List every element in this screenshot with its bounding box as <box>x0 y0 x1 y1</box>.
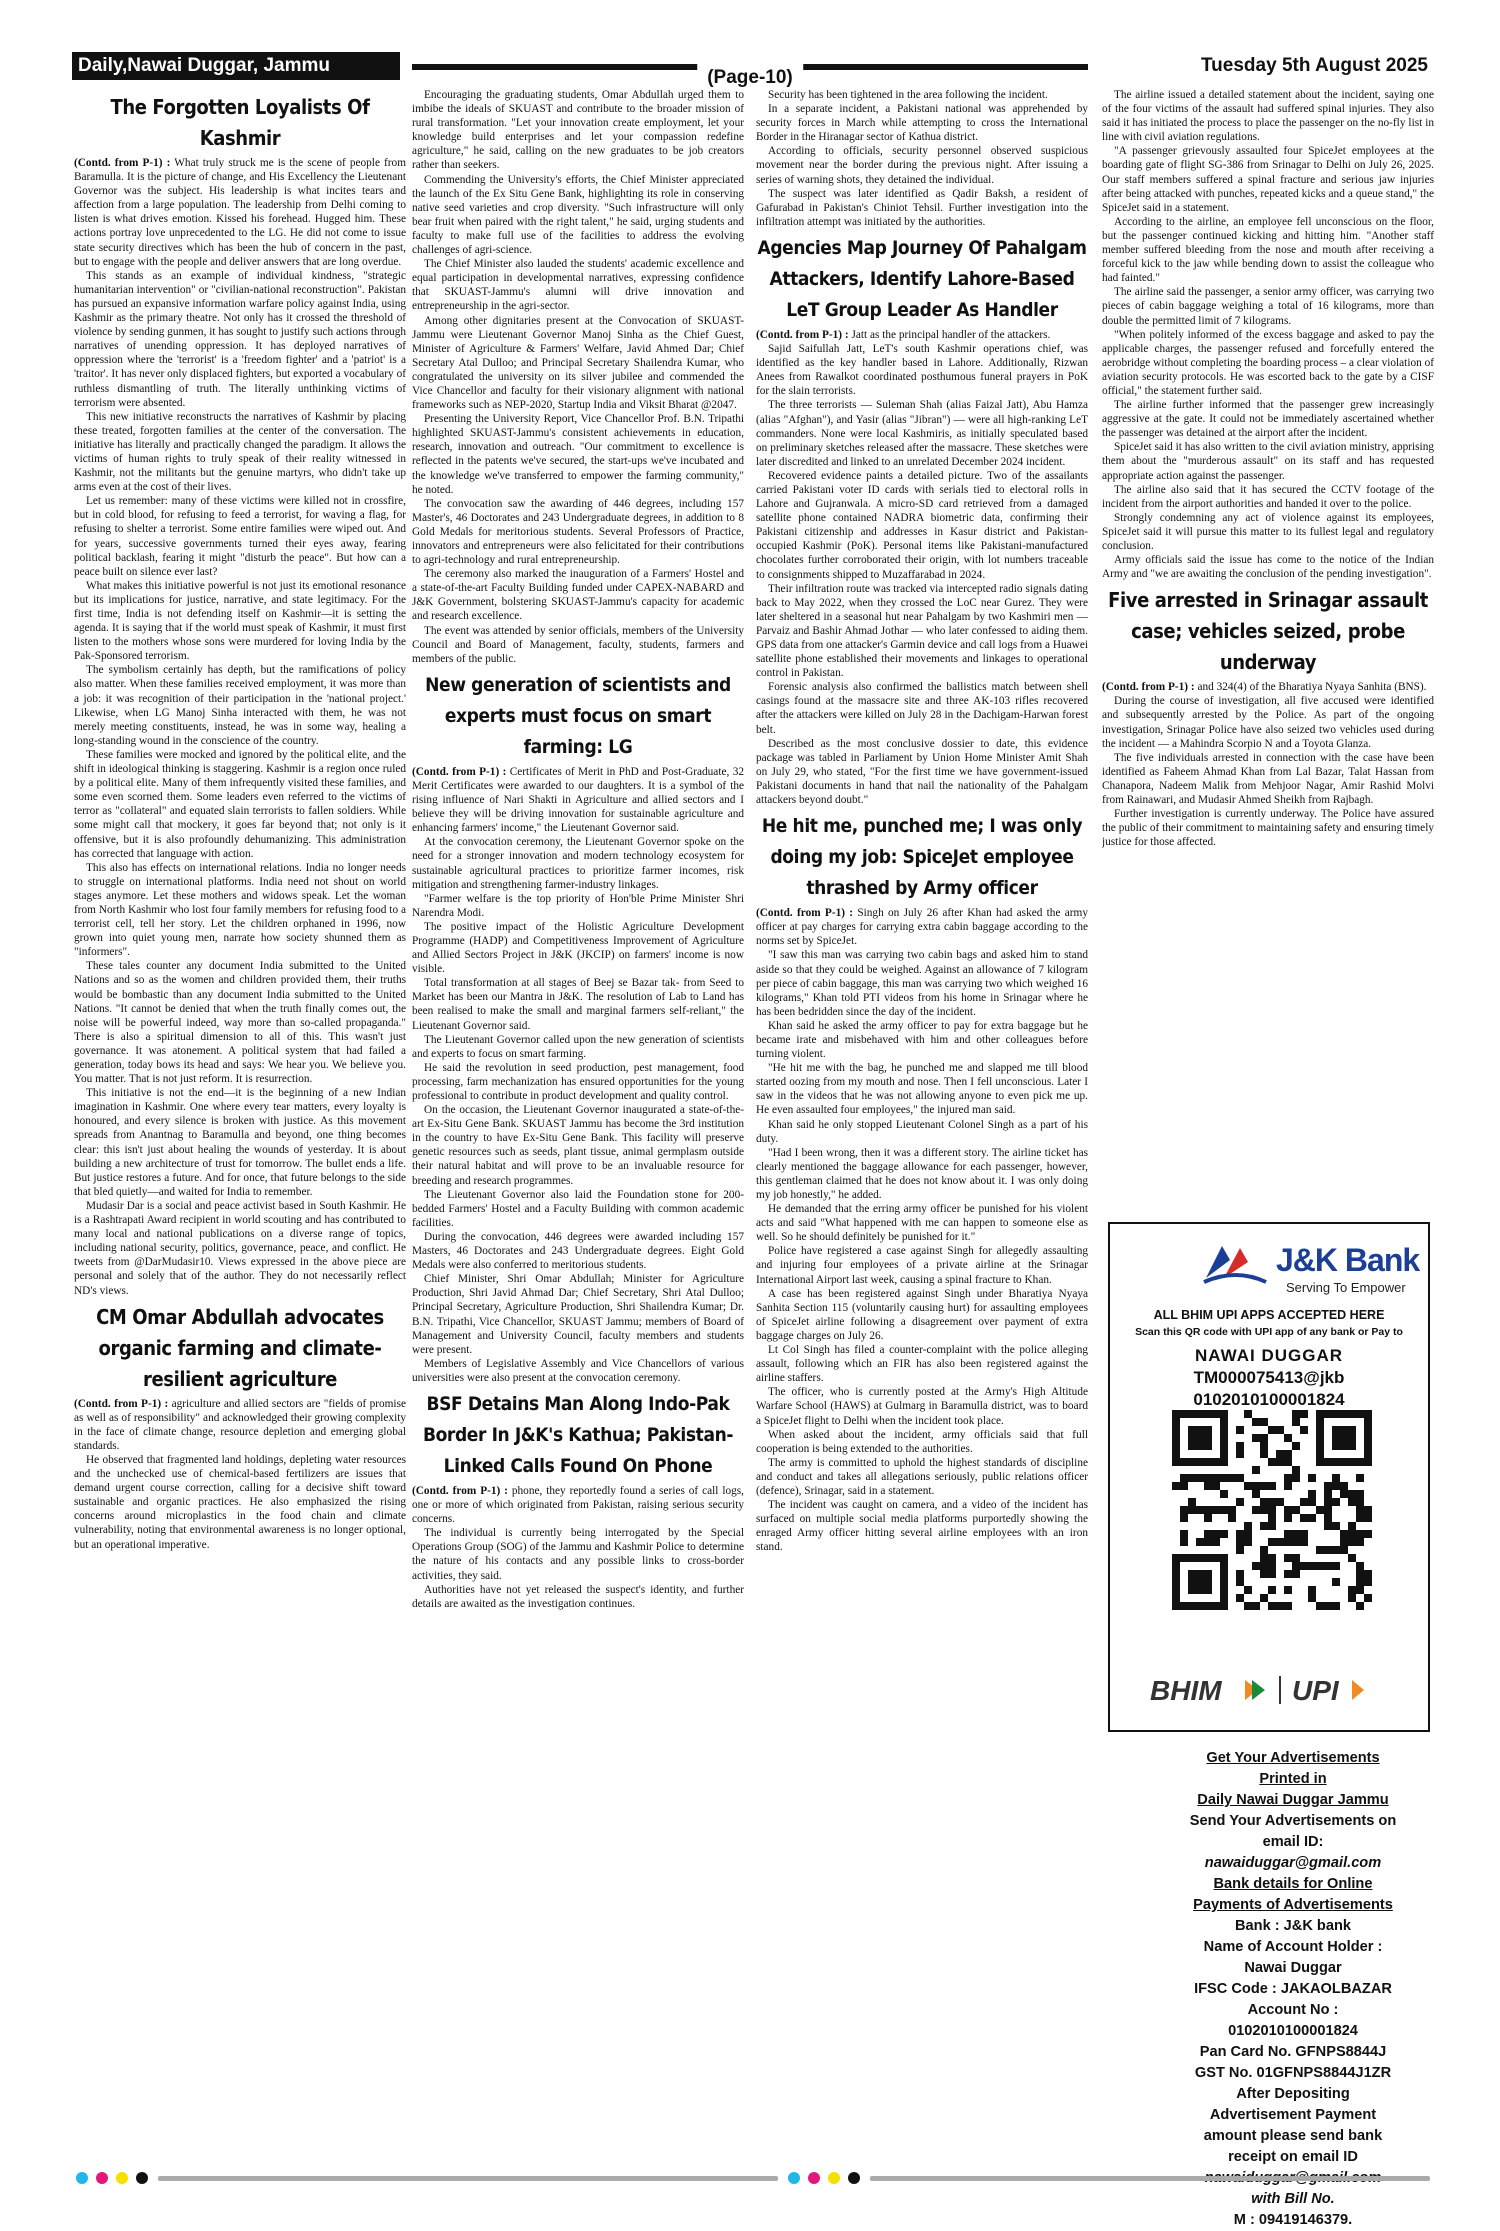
print-registration-footer <box>72 2172 1428 2186</box>
paragraph: In a separate incident, a Pakistani national was apprehended by security forces in March while attempting to cross the International Border in the Hiranagar sector of Kathua district. <box>756 103 1088 144</box>
adv-line: with Bill No. <box>1251 2191 1335 2207</box>
adv-line: Bank : J&K bank <box>1235 1918 1351 1934</box>
paragraph: He demanded that the erring army officer be punished for his violent acts and said "What happened with me can happen to someone else as well. So he should definitely be punished for it." <box>756 1203 1088 1244</box>
paragraph: The airline issued a detailed statement about the incident, saying one of the four victims of the assault had suffered spinal injuries. They also said it has initiated the process to place the passenger on the no-fly list in line with civil aviation regulations. <box>1102 89 1434 144</box>
headline-forgotten-loyalists: The Forgotten Loyalists Of Kashmir <box>110 95 370 150</box>
paragraph: The positive impact of the Holistic Agriculture Development Programme (HADP) and Competitiveness Improvement of Agriculture and Allied Sectors Project in J&K (JKCIP) on farmers' income is now visible. <box>412 920 744 976</box>
adv-line: 0102010100001824 <box>1228 2023 1358 2039</box>
paper-name: Daily,Nawai Duggar, Jammu <box>72 52 400 80</box>
issue-date: Tuesday 5th August 2025 <box>1200 55 1428 76</box>
qr-code-icon <box>1172 1410 1372 1610</box>
jk-bank-logo-icon <box>1200 1238 1270 1290</box>
paragraph: According to the airline, an employee fell unconscious on the floor, but the passenger continued kicking and hitting him. "Another staff member suffered bleeding from the nose and mouth after receiving a forceful kick to the jaw while bending down to assist the colleague who had fainted." <box>1102 215 1434 285</box>
paragraph: Encouraging the graduating students, Omar Abdullah urged them to imbibe the ideals of SKUAST and contribute to the broader mission of rural transformation. "Let your innovation create employment, let your knowledge build enterprises and let your compassion redefine agriculture," he said, calling on the new graduates to be job creators rather than seekers. <box>412 89 744 172</box>
article-body <box>1102 88 1434 581</box>
article-body <box>756 906 1088 1554</box>
paragraph: Mudasir Dar is a social and peace activist based in South Kashmir. He is a Rashtrapati Award recipient in world scouting and has contributed to many local and national publications on a diverse range of topics, including national security, politics, governance, peace, and conflict. He tweets from @DarMudasir10. Views expressed in the above piece are personal and solely that of the author. They do not necessarily reflect ND's views. <box>74 1199 406 1297</box>
article-body <box>1102 680 1434 849</box>
paragraph: This also has effects on international relations. India no longer needs to struggle on international platforms. India need not shout on world stages anymore. Let these mothers and widows speak. Let the woman from North Kashmir who lost four family members for refusing food to a terrorist cell, tell her story. Let the children orphaned in 1996, now grown into quiet young men, narrate how society shunned them as "informers". <box>74 861 406 959</box>
magenta-dot <box>96 2172 108 2184</box>
magenta-dot <box>808 2172 820 2184</box>
paragraph: (Contd. from P-1) : Jatt as the principal handler of the attackers. <box>756 328 1051 341</box>
paragraph: During the convocation, 446 degrees were awarded including 157 Masters, 46 Doctorates and 243 Undergraduate degrees. Eight Gold Medals were also conferred to meritorious students. <box>412 1230 744 1272</box>
adv-line: After Depositing <box>1236 2086 1350 2102</box>
scan-instructions: Scan this QR code with UPI app of any bank or Pay to <box>1135 1326 1403 1338</box>
advertisement-details <box>1148 1748 1438 2231</box>
bank-tagline: Serving To Empower <box>1286 1280 1406 1295</box>
adv-line: Name of Account Holder : <box>1203 1939 1383 1955</box>
paragraph: Authorities have not yet released the suspect's identity, and further details are awaited as the investigation continues. <box>412 1583 744 1610</box>
paragraph: The ceremony also marked the inauguration of a Farmers' Hostel and a state-of-the-art Faculty Building funded under CAPEX-NABARD and J&K Government, bolstering SKUAST-Jammu's capacity for academic and research excellence. <box>412 568 744 623</box>
headline-bsf-detains-man: BSF Detains Man Along Indo-Pak Border In J&K's Kathua; Pakistan-Linked Calls Found On Phone <box>422 1392 734 1477</box>
paragraph: Members of Legislative Assembly and Vice Chancellors of various universities were also present at the convocation ceremony. <box>412 1357 744 1384</box>
adv-line: receipt on email ID <box>1228 2149 1358 2165</box>
paragraph: What makes this initiative powerful is not just its emotional resonance but its implications for justice, narrative, and state legitimacy. For the first time, India is not defending itself on Kashmir—it is setting the agenda. It is saying that if the world must speak of Kashmir, it must first listen to the mothers whose sons were murdered for loving India by the Pak-Sponsored terrorism. <box>74 579 406 663</box>
adv-line: Send Your Advertisements on <box>1189 1813 1397 1829</box>
adv-line: Daily Nawai Duggar Jammu <box>1197 1792 1389 1808</box>
bhim-text: BHIM <box>1150 1675 1222 1706</box>
article-body <box>74 156 406 1298</box>
upi-id: TM000075413@jkb <box>1193 1368 1345 1387</box>
column-2 <box>412 88 744 2168</box>
adv-line: Get Your Advertisements <box>1206 1750 1380 1766</box>
paragraph: The army is committed to uphold the highest standards of discipline and conduct and takes all allegations seriously, public relations officer (defence), Srinagar, said in a statement. <box>756 1456 1088 1497</box>
adv-line: Nawai Duggar <box>1244 1960 1342 1976</box>
paragraph: When asked about the incident, army officials said that full cooperation is being extended to the authorities. <box>756 1428 1088 1455</box>
cyan-dot <box>788 2172 800 2184</box>
paragraph: Described as the most conclusive dossier to date, this evidence package was tabled in Parliament by Union Home Minister Amit Shah on July 29, who stated, "For the first time we have government-issued Pakistani documents in hand that nail the nationality of the Pahalgam attackers beyond doubt." <box>756 737 1088 807</box>
paragraph: The symbolism certainly has depth, but the ramifications of policy also matter. When these families received employment, it was more than a job: it was recognition of their participation in the 'national project.' Likewise, when LG Manoj Sinha interacted with them, he was not merely meeting constituents, instead, he was in some way, healing a long-standing wound in the conscience of the country. <box>74 664 406 747</box>
yellow-dot <box>116 2172 128 2184</box>
paragraph: The airline also said that it has secured the CCTV footage of the incident from the airport authorities and handed it over to the police. <box>1102 483 1434 510</box>
paragraph: Khan said he only stopped Lieutenant Colonel Singh as a part of his duty. <box>756 1118 1088 1145</box>
article-body <box>756 328 1088 807</box>
paragraph: (Contd. from P-1) : agriculture and allied sectors are "fields of promise as well as of responsibility" and acknowledged their growing complexity in the face of climate change, resource depletion and emerging global standards. <box>74 1397 406 1452</box>
paragraph: Commending the University's efforts, the Chief Minister appreciated the launch of the Ex Situ Gene Bank, highlighting its role in conserving native seed varieties and crop diversity. "Such infrastructure will only bear fruit when paired with the right talent," he said, urging students and faculty to make full use of the facilities to address the evolving challenges of agri-science. <box>412 173 744 257</box>
paragraph: (Contd. from P-1) : What truly struck me is the scene of people from Baramulla. It is the picture of change, and His Excellency the Lieutenant Governor was the subject. His leadership is what incites tears and affection from a large population. The leadership from Delhi coming to listen is what drives emotion. Kissed his forehead. Hugged him. These actions portray love unprecedented to the LG. He did not come to issue state security directives which has been the hub of concern in the past, but to engage with the people and deliver answers that are long overdue. <box>74 157 406 268</box>
payee-name: NAWAI DUGGAR <box>1195 1346 1343 1365</box>
registration-bar <box>158 2176 778 2181</box>
paragraph: He observed that fragmented land holdings, depleting water resources and the unchecked use of chemical-based fertilizers are issues that demand urgent course correction, calling for a decisive shift toward sustainable and organic practices. He also emphasized the rising concerns around microplastics in the food chain and climate vulnerability, noting that environmental awareness is no longer optional, but an operational imperative. <box>74 1453 406 1551</box>
headline-spicejet-employee: He hit me, punched me; I was only doing my job: SpiceJet employee thrashed by Army officer <box>761 815 1083 900</box>
paragraph: "Farmer welfare is the top priority of Hon'ble Prime Minister Shri Narendra Modi. <box>412 892 744 919</box>
paragraph: Security has been tightened in the area following the incident. <box>768 89 1048 101</box>
upi-accepted-text: ALL BHIM UPI APPS ACCEPTED HERE <box>1153 1308 1385 1322</box>
bank-name: J&K Bank <box>1276 1242 1420 1278</box>
article-body <box>412 765 744 1385</box>
paragraph: The officer, who is currently posted at the Army's High Altitude Warfare School (HAWS) at Gulmarg in Baramulla district, was to board a SpiceJet flight to Delhi when the incident took place. <box>756 1386 1088 1427</box>
masthead-rule <box>412 64 1088 88</box>
headline-cm-omar-organic-farming: CM Omar Abdullah advocates organic farming and climate-resilient agriculture <box>96 1304 384 1391</box>
paragraph: This new initiative reconstructs the narratives of Kashmir by placing these treated, forgotten families at the center of the conversation. The initiative has literally and practically changed the paradigm. It allows the victims of human rights to truly speak of their reality witnessed in Kashmir, not the militants but the genuine martyrs, who didn't take up arms even at the cost of their lives. <box>74 410 406 494</box>
page-number: (Page-10) <box>697 64 803 92</box>
paragraph: At the convocation ceremony, the Lieutenant Governor spoke on the need for a stronger innovation and modern technology ecosystem for sustainable agricultural practices to prioritize farmer incomes, risk mitigation and strengthening farmer-industry linkages. <box>412 836 744 891</box>
paragraph: The individual is currently being interrogated by the Special Operations Group (SOG) of the Jammu and Kashmir Police to determine the nature of his contacts and any possible links to cross-border activities, they said. <box>412 1527 744 1582</box>
paragraph: Army officials said the issue has come to the notice of the Indian Army and "we are awaiting the conclusion of the pending investigation". <box>1102 554 1434 581</box>
paragraph: Chief Minister, Shri Omar Abdullah; Minister for Agriculture Production, Shri Javid Ahmad Dar; Chief Secretary, Shri Atal Dulloo; Principal Secretary, Agriculture Production, Shri Shailendra Kumar; Dr. B.N. Tripathi, Vice Chancellor, SKUAST Jammu; members of Board of Management and University Council, faculty members and students were present. <box>412 1273 744 1356</box>
adv-line: Payments of Advertisements <box>1193 1897 1393 1913</box>
paragraph: The airline said the passenger, a senior army officer, was carrying two pieces of cabin baggage weighing a total of 16 kilograms, more than double the permitted limit of 7 kilograms. <box>1102 286 1434 327</box>
paragraph: Strongly condemning any act of violence against its employees, SpiceJet said it will pursue this matter to its fullest legal and regulatory conclusion. <box>1102 511 1434 552</box>
headline-five-arrested-srinagar: Five arrested in Srinagar assault case; vehicles seized, probe underway <box>1108 588 1428 675</box>
paragraph: During the course of investigation, all five accused were identified and subsequently arrested by the Police. As part of the ongoing investigation, Srinagar Police have also seized two vehicles used during the incident — a Mahindra Scorpio N and a Toyota Glanza. <box>1102 695 1434 750</box>
paragraph: According to officials, security personnel observed suspicious movement near the border during the previous night. After issuing a series of warning shots, they detained the individual. <box>756 145 1088 186</box>
paragraph: The incident was caught on camera, and a video of the incident has surfaced on multiple social media platforms purportedly showing the enraged Army officer hitting several airline employees with an iron stand. <box>756 1499 1088 1554</box>
upi-text: UPI <box>1292 1675 1339 1706</box>
paragraph: Forensic analysis also confirmed the ballistics match between shell casings found at the massacre site and three AK-103 rifles recovered after the attackers were killed on July 28 in the Dachigam-Harwan forest belt. <box>756 681 1088 736</box>
paragraph: Recovered evidence paints a detailed picture. Two of the assailants carried Pakistani voter ID cards with serials tied to electoral rolls in Lahore and Gujranwala. A micro-SD card retrieved from a damaged satellite phone contained NADRA biometric data, confirming their Pakistani citizenship and addresses in Kasur district and Pakistan-occupied Kashmir (PoK). Personal items like Pakistani-manufactured chocolates further corroborated their origin, with lot numbers traceable to consignments shipped to Muzaffarabad in 2024. <box>756 469 1088 581</box>
paragraph: (Contd. from P-1) : Certificates of Merit in PhD and Post-Graduate, 32 Merit Certificates were awarded to our daughters. It is a symbol of the rising influence of Nari Shakti in Agriculture and allied sectors and I believe they will be driving innovation for sustainable agriculture and enhancing farmers' income," the Lieutenant Governor said. <box>412 765 744 835</box>
paragraph: These families were mocked and ignored by the political elite, and the shift in ideological thinking is staggering. Kashmir is a region once ruled by a political elite. Many of them infrequently visited these families, and some even scorned them. Some leaders even referred to the victims of terror as "collateral" and equated slain terrorists to fallen soldiers. While some might call that mockery, it goes far beyond that; not only is it offensive, but it is also profoundly dehumanizing. This administration has corrected that language with action. <box>74 748 406 860</box>
paragraph: Police have registered a case against Singh for allegedly assaulting and injuring four employees of a private airline at the Srinagar International Airport last week, causing a spinal fracture to Khan. <box>756 1245 1088 1286</box>
registration-bar <box>870 2176 1430 2181</box>
jk-bank-advertisement <box>1108 1222 1430 1732</box>
article-body <box>756 88 1088 229</box>
paragraph: Let us remember: many of these victims were killed not in crossfire, but in cold blood, for refusing to feed a terrorist, for waving a flag, for refusing to shelter a terrorist. Some entire families were wiped out. And for years, successive governments turned their eyes away, fearing political backlash, fearing it might "disturb the peace". But how can a peace built on silence ever last? <box>74 495 406 578</box>
paragraph: (Contd. from P-1) : and 324(4) of the Bharatiya Nyaya Sanhita (BNS). <box>1102 681 1427 694</box>
adv-line: Bank details for Online <box>1213 1876 1373 1892</box>
column-3 <box>756 88 1088 2168</box>
paragraph: The suspect was later identified as Qadir Baksh, a resident of Gafurabad in Pakistan's Chiniot Tehsil. Further investigation into the infiltration attempt was initiated by the authorities. <box>756 187 1088 228</box>
adv-line: Advertisement Payment <box>1209 2107 1377 2123</box>
paragraph: The five individuals arrested in connection with the case have been identified as Faheem Ahmad Khan from Lal Bazar, Talat Hassan from Chanapora, Nadeem Malik from Mehjoor Nagar, Amir Rashid Molvi from Rainawari, and Mudasir Ahmed Sheikh from Rajbagh. <box>1102 751 1434 807</box>
paragraph: Total transformation at all stages of Beej se Bazar tak- from Seed to Market has been our Mantra in J&K. The resolution of Lab to Land has been realised to make the small and marginal farmers self-reliant," the Lieutenant Governor said. <box>412 977 744 1032</box>
paragraph: Further investigation is currently underway. The Police have assured the public of their commitment to maintaining safety and ensuring timely justice for those affected. <box>1102 808 1434 849</box>
headline-pahalgam-attackers: Agencies Map Journey Of Pahalgam Attackers, Identify Lahore-Based LeT Group Leader As Handler <box>757 236 1087 321</box>
paragraph: (Contd. from P-1) : phone, they reportedly found a series of call logs, one or more of which originated from Pakistan, raising serious security concerns. <box>412 1484 744 1526</box>
adv-line: amount please send bank <box>1203 2128 1383 2144</box>
paragraph: He said the revolution in seed production, pest management, food processing, farm mechanization has ensured opportunities for the young professional to contribute in product development and quality control. <box>412 1061 744 1102</box>
adv-email: nawaiduggar@gmail.com <box>1204 1855 1382 1871</box>
paragraph: Their infiltration route was tracked via intercepted radio signals dating back to May 2022, when they crossed the LoC near Gurez. They were later sheltered in a seasonal hut near Pahalgam by two Kashmiri men — Parvaiz and Bashir Ahmad Jothar — who later confessed to aiding them. GPS data from one attacker's Garmin device and call logs from a Huawei satellite phone established their movements and linkages to operational control in Pakistan. <box>756 582 1088 680</box>
paragraph: Khan said he asked the army officer to pay for extra baggage but he became irate and misbehaved with him and other colleagues before turning violent. <box>756 1019 1088 1061</box>
adv-phone: M : 09419146379. <box>1233 2212 1353 2228</box>
article-body <box>412 88 744 666</box>
paragraph: Among other dignitaries present at the Convocation of SKUAST-Jammu were Lieutenant Governor Manoj Sinha as the Chief Guest, Minister of Agriculture & Farmers' Welfare, Javid Ahmed Dar; Chief Secretary Atal Dulloo; and Principal Secretary Shailendra Kumar, who congratulated the university on its silver jubilee and commended the Vice Chancellor and faculty for their visionary alignment with national frameworks such as NEP-2020, Startup India and Viksit Bharat @2047. <box>412 314 744 412</box>
paragraph: Presenting the University Report, Vice Chancellor Prof. B.N. Tripathi highlighted SKUAST-Jammu's consistent achievements in education, research, innovation and outreach. "Our commitment to excellence is reflected in the patents we've secured, the start-ups we've incubated and the knowledge we've transferred to empower the farming community," he noted. <box>412 413 744 496</box>
paragraph: "I saw this man was carrying two cabin bags and asked him to stand aside so that they could be weighed. Against an allowance of 7 kilogram per piece of cabin baggage, this man was carrying two which weighed 16 kilograms," Khan told PTI videos from his home in Srinagar where he has been bedridden since the day of the incident. <box>756 949 1088 1018</box>
paragraph: (Contd. from P-1) : Singh on July 26 after Khan had asked the army officer at pay charges for carrying extra cabin baggage according to the norms set by SpiceJet. <box>756 907 1088 948</box>
masthead <box>72 52 1428 88</box>
yellow-dot <box>828 2172 840 2184</box>
adv-line: GST No. 01GFNPS8844J1ZR <box>1194 2065 1392 2081</box>
account-number: 0102010100001824 <box>1193 1390 1345 1409</box>
adv-line: IFSC Code : JAKAOLBAZAR <box>1194 1981 1392 1997</box>
paragraph: Sajid Saifullah Jatt, LeT's south Kashmir operations chief, was identified as the key handler based in Lahore. Additionally, Rizwan Anees from Rawalkot coordinated posthumous funeral prayers in PoK for the slain terrorists. <box>756 343 1088 398</box>
cyan-dot <box>76 2172 88 2184</box>
paragraph: The event was attended by senior officials, members of the University Council and Board of Management, faculty, students, farmers and members of the public. <box>412 624 744 665</box>
black-dot <box>136 2172 148 2184</box>
paragraph: The Lieutenant Governor also laid the Foundation stone for 200-bedded Farmers' Hostel and a Faculty Building with common academic facilities. <box>412 1188 744 1229</box>
paragraph: The Chief Minister also lauded the students' academic excellence and equal participation in developmental narratives, expressing confidence that SKUAST-Jammu's alumni will drive innovation and entrepreneurship in the agri-sector. <box>412 258 744 313</box>
headline-smart-farming-lg: New generation of scientists and experts must focus on smart farming: LG <box>425 673 731 758</box>
paragraph: The Lieutenant Governor called upon the new generation of scientists and experts to focus on smart farming. <box>412 1033 744 1060</box>
paragraph: "A passenger grievously assaulted four SpiceJet employees at the boarding gate of flight SG-386 from Srinagar to Delhi on July 26, 2025. Our staff members suffered a spinal fracture and serious jaw injuries after being attacked with punches, repeated kicks and a queue stand," the SpiceJet said in a statement. <box>1102 145 1434 214</box>
paragraph: On the occasion, the Lieutenant Governor inaugurated a state-of-the-art Ex-Situ Gene Bank. SKUAST Jammu has become the 3rd institution in the country to have Ex-Situ Gene Bank. This facility will preserve genetic resources such as seeds, plant tissue, animal germplasm outside their natural habitat and will prove to be an invaluable resource for breeding and research programmes. <box>412 1104 744 1187</box>
paragraph: The airline further informed that the passenger grew increasingly aggressive at the gate. It could not be immediately ascertained whether the passenger was detained at the airport after the incident. <box>1102 399 1434 440</box>
paragraph: The three terrorists — Suleman Shah (alias Faizal Jatt), Abu Hamza (alias "Afghan"), and Yasir (alias "Jibran") — were all high-ranking LeT commanders. None were local Kashmiris, as initially speculated based on preliminary sketches released after the massacre. These sketches were later discredited and linked to an unrelated December 2024 incident. <box>756 399 1088 468</box>
article-body <box>412 1484 744 1611</box>
paragraph: "Had I been wrong, then it was a different story. The airline ticket has clearly mentioned the baggage allowance for each passenger, however, this gentleman claimed that he does not know about it. I was only doing my job honestly," he added. <box>756 1146 1088 1201</box>
adv-line: Account No : <box>1247 2002 1339 2018</box>
paragraph: These tales counter any document India submitted to the United Nations and so as the women and children provided them, their truths would be bombastic than any document India submitted to the United Nations. "It cannot be denied that when the truth finally comes out, the noise will be powerful indeed, way more than so-called propaganda." There is also a spiritual dimension to all of this. This wasn't just governance. It was atonement. A political system that had failed a generation, today bows its head and says: We hear you. We believe you. You matter. That is not just reform. It is resurrection. <box>74 960 406 1086</box>
column-1 <box>74 88 406 2168</box>
adv-line: email ID: <box>1262 1834 1324 1850</box>
article-body <box>74 1397 406 1552</box>
paragraph: "He hit me with the bag, he punched me and slapped me till blood started oozing from my mouth and nose. Then I fell unconscious. Later I saw in the videos that he was not allowing anyone to even pick me up. He even assaulted four employees," the injured man said. <box>756 1062 1088 1117</box>
paragraph: "When politely informed of the excess baggage and asked to pay the applicable charges, the passenger refused and forcefully entered the aerobridge without completing the boarding process – a clear violation of aviation security protocols. He was escorted back to the gate by a CISF official," the statement further said. <box>1102 328 1434 397</box>
black-dot <box>848 2172 860 2184</box>
paragraph: A case has been registered against Singh under Bharatiya Nyaya Sanhita Section 115 (voluntarily causing hurt) for assaulting employees of SpiceJet airline following a disagreement over payment of extra baggage charges on July 26. <box>756 1287 1088 1342</box>
column-4 <box>1102 88 1434 1214</box>
paragraph: Lt Col Singh has filed a counter-complaint with the police alleging assault, following which an FIR has also been registered against the airline staffers. <box>756 1344 1088 1385</box>
bhim-upi-logo-icon <box>1140 1670 1400 1710</box>
paragraph: This stands as an example of individual kindness, "strategic humanitarian intervention" or "civilian-national reconstruction". Pakistan has pursued an expansive information warfare policy against India, using Kashmir as the primary theatre. Not only has it crossed the threshold of violence by sending gunmen, it has sought to justify such actions through narratives of unending oppression. It has deployed narratives of oppression where the 'terrorist' is a 'freedom fighter' and a 'patriot' is a 'traitor'. It has never only displaced fighters, but exported a vocabulary of ruthless dismantling of truth. The literally unthinking victims of terrorism were absented. <box>74 269 406 409</box>
adv-line: Printed in <box>1259 1771 1327 1787</box>
paragraph: This initiative is not the end—it is the beginning of a new Indian imagination in Kashmir. One where every tear matters, every loyalty is honoured, and every silence is broken with justice. As this movement spreads from Anantnag to Baramulla and beyond, one thing becomes clear: this isn't just about healing the wounds of yesterday. It is about building a new architecture of trust for tomorrow. The bullet ends a life. But justice restores a future. And for once, that future belongs to the side that bled quietly—and waited for India to remember. <box>74 1087 406 1198</box>
adv-line: Pan Card No. GFNPS8844J <box>1199 2044 1387 2060</box>
paragraph: SpiceJet said it has also written to the civil aviation ministry, apprising them about the "murderous assault" on its staff and has requested appropriate action against the passenger. <box>1102 441 1434 482</box>
paragraph: The convocation saw the awarding of 446 degrees, including 157 Master's, 46 Doctorates and 243 Undergraduate degrees, in addition to 8 Gold Medals for meritorious students. Several Professors of Practice, innovators and entrepreneurs were also felicitated for their contributions to agri-technology and rural entrepreneurship. <box>412 497 744 567</box>
